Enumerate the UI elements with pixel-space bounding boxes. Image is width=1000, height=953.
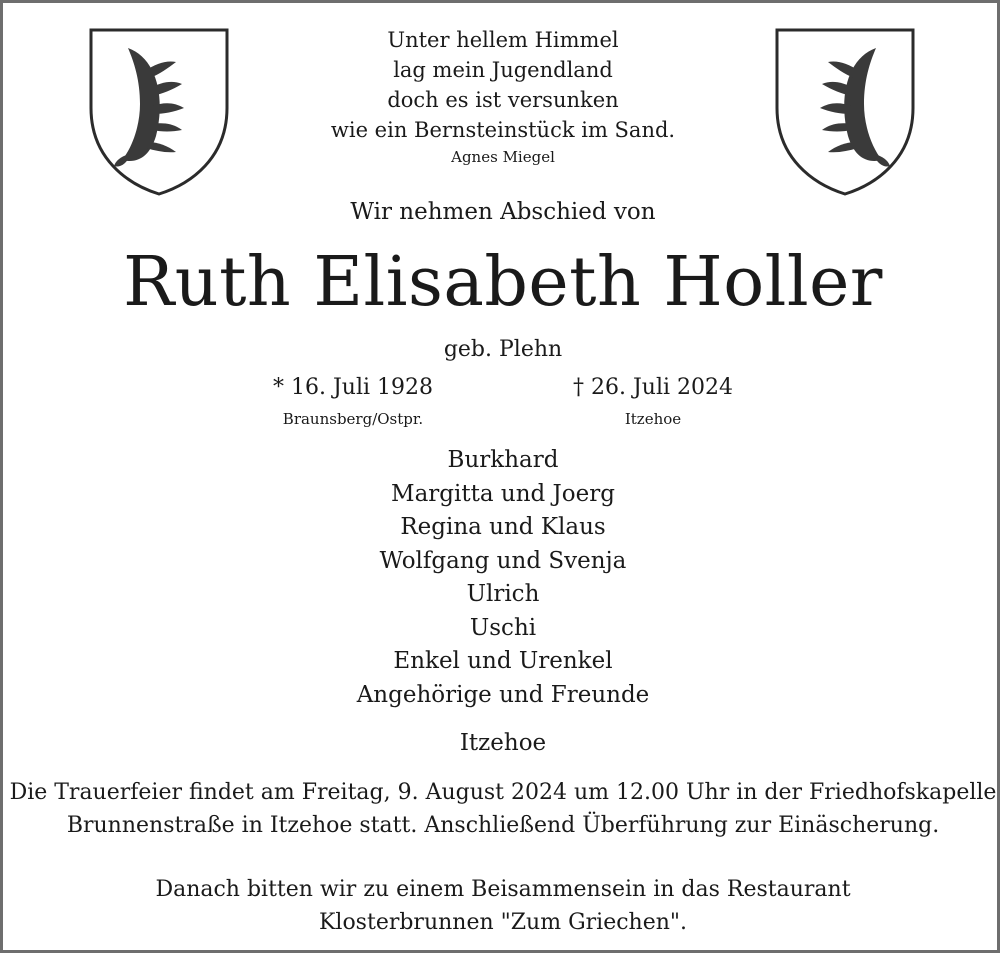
mourner-entry: Angehörige und Freunde (356, 681, 650, 708)
gathering-notice (3, 873, 1000, 939)
deceased-name: Ruth Elisabeth Holler (123, 243, 883, 322)
poem (3, 25, 1000, 145)
funeral-notice-line: Die Trauerfeier findet am Freitag, 9. August 2024 um 12.00 Uhr in der Friedhofskapelle (9, 780, 997, 805)
funeral-notice (3, 776, 1000, 842)
life-dates (3, 375, 1000, 435)
mourners-list (3, 444, 1000, 712)
residence-place: Itzehoe (459, 730, 547, 756)
intro-text: Wir nehmen Abschied von (350, 199, 656, 225)
mourner-entry: Uschi (469, 614, 537, 641)
death-date: † 26. Juli 2024 (572, 375, 733, 400)
birth-date: * 16. Juli 1928 (272, 375, 433, 400)
maiden-name: geb. Plehn (443, 337, 563, 362)
mourner-entry: Ulrich (466, 581, 540, 607)
gathering-notice-line: Danach bitten wir zu einem Beisammensein in das Restaurant (155, 877, 851, 902)
death-place: Itzehoe (624, 410, 682, 428)
mourner-entry: Margitta und Joerg (391, 480, 615, 507)
mourner-entry: Wolfgang und Svenja (379, 547, 627, 574)
funeral-notice-line: Brunnenstraße in Itzehoe statt. Anschließend Überführung zur Einäscherung. (66, 813, 940, 838)
mourner-entry: Regina und Klaus (400, 514, 606, 540)
poem-line: Unter hellem Himmel (387, 28, 619, 52)
poem-line: doch es ist versunken (387, 88, 619, 112)
gathering-notice-line: Klosterbrunnen "Zum Griechen". (318, 910, 688, 935)
poem-line: wie ein Bernsteinstück im Sand. (330, 118, 676, 142)
poem-author: Agnes Miegel (451, 148, 555, 166)
birth-place: Braunsberg/Ostpr. (282, 410, 424, 428)
birth-info (203, 375, 503, 428)
mourner-entry: Burkhard (447, 447, 559, 473)
mourner-entry: Enkel und Urenkel (393, 648, 613, 674)
death-info (503, 375, 803, 428)
poem-line: lag mein Jugendland (393, 58, 613, 82)
